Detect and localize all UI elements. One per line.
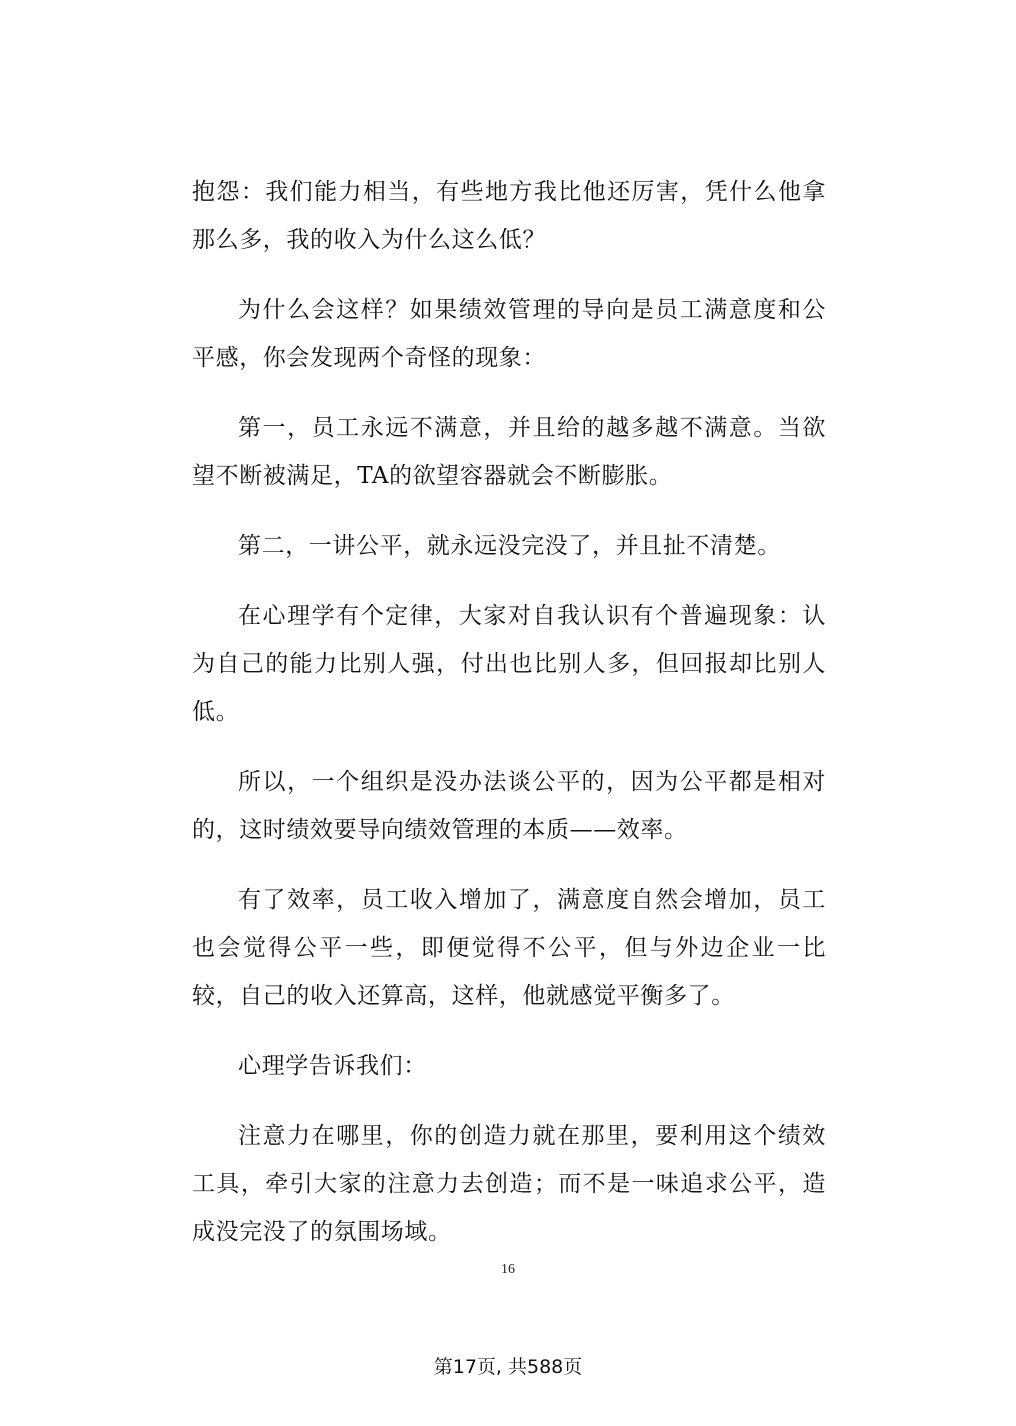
paragraph-4: 第二，一讲公平，就永远没完没了，并且扯不清楚。 xyxy=(238,533,781,559)
paragraph-2: 为什么会这样？如果绩效管理的导向是员工满意度和公平感，你会发现两个奇怪的现象： xyxy=(192,297,826,371)
paragraph-3: 第一，员工永远不满意，并且给的越多越不满意。当欲望不断被满足，TA的欲望容器就会不断膨胀。 xyxy=(192,415,826,489)
page-number: 16 xyxy=(501,1262,515,1277)
paragraph-7: 有了效率，员工收入增加了，满意度自然会增加，员工也会觉得公平一些，即便觉得不公平，但与外边企业一比较，自己的收入还算高，这样，他就感觉平衡多了。 xyxy=(192,887,826,1009)
paragraph-6: 所以，一个组织是没办法谈公平的，因为公平都是相对的，这时绩效要导向绩效管理的本质——效率。 xyxy=(192,769,826,843)
paragraph-1: 抱怨：我们能力相当，有些地方我比他还厉害，凭什么他拿那么多，我的收入为什么这么低？ xyxy=(192,179,826,253)
paragraph-8: 心理学告诉我们： xyxy=(238,1053,427,1079)
page-footer: 第17页, 共588页 xyxy=(433,1356,583,1378)
document-body xyxy=(192,168,826,1278)
paragraph-5: 在心理学有个定律，大家对自我认识有个普遍现象：认为自己的能力比别人强，付出也比别人多，但回报却比别人低。 xyxy=(192,603,826,725)
paragraph-9: 注意力在哪里，你的创造力就在那里，要利用这个绩效工具，牵引大家的注意力去创造；而不是一味追求公平，造成没完没了的氛围场域。 xyxy=(192,1123,826,1245)
